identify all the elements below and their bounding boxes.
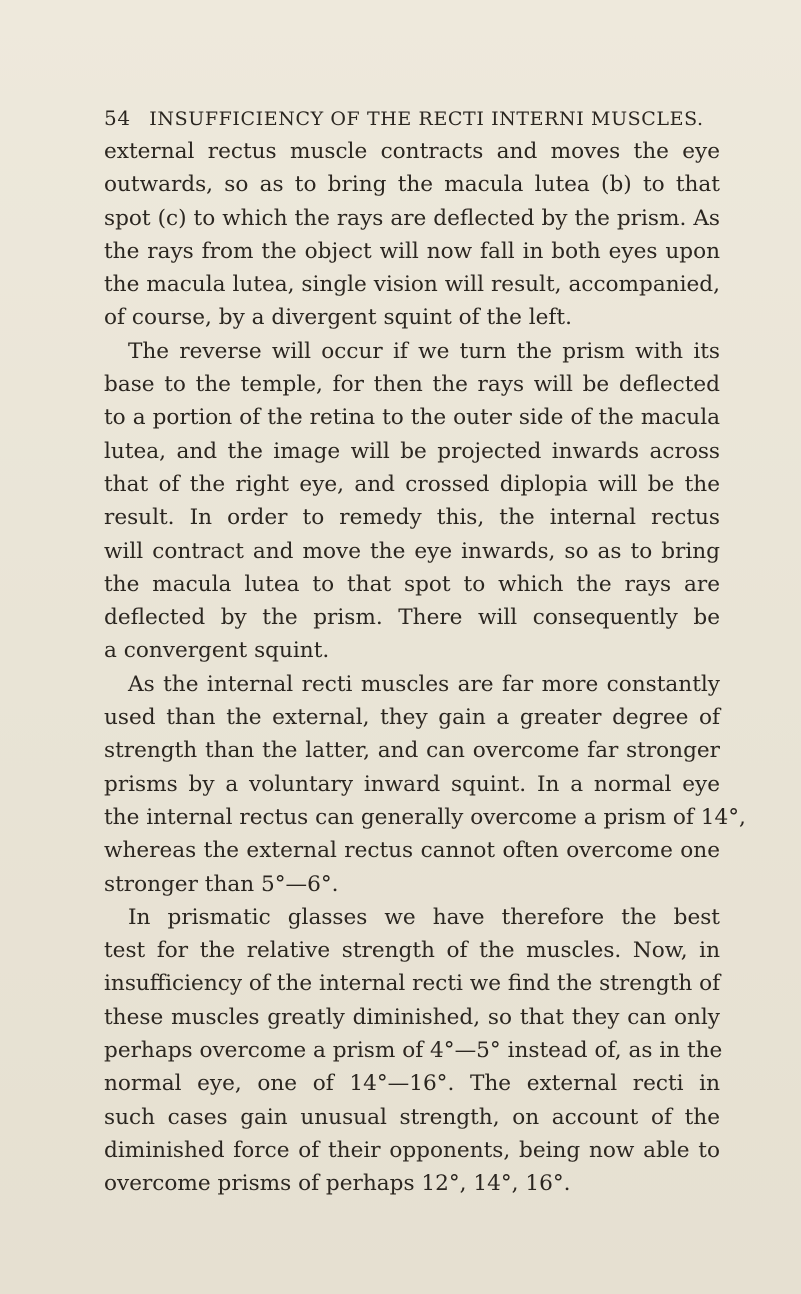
text-line: overcome prisms of perhaps 12°, 14°, 16°. <box>104 1171 571 1197</box>
text-line: base to the temple, for then the rays will be deflected <box>104 372 720 398</box>
text-line: diminished force of their opponents, being now able to <box>104 1137 720 1163</box>
text-line: external rectus muscle contracts and moves the eye <box>104 139 720 164</box>
text-line: the macula lutea to that spot to which the rays are <box>104 571 720 597</box>
running-header <box>104 101 724 135</box>
text-line: a convergent squint. <box>104 638 330 664</box>
text-line: The reverse will occur if we turn the prism with its <box>128 338 720 364</box>
text-line: deflected by the prism. There will consequently be <box>104 605 720 631</box>
text-line: outwards, so as to bring the macula lutea (b) to that <box>104 172 720 198</box>
body-text <box>104 135 746 1201</box>
text-line: As the internal recti muscles are far more constantly <box>128 671 720 697</box>
page-number: 54 <box>104 106 131 130</box>
text-line: In prismatic glasses we have therefore the best <box>128 904 720 930</box>
paragraph-3 <box>104 668 746 901</box>
text-line: strength than the latter, and can overcome far stronger <box>104 738 720 764</box>
text-line: perhaps overcome a prism of 4°—5° instead of, as in the <box>104 1038 723 1064</box>
text-line: of course, by a divergent squint of the left. <box>104 305 572 331</box>
text-line: the rays from the object will now fall in both eyes upon <box>104 238 720 264</box>
running-title: INSUFFICIENCY OF THE RECTI INTERNI MUSCLES. <box>149 108 704 130</box>
text-line: lutea, and the image will be projected inwards across <box>104 438 720 464</box>
text-line: to a portion of the retina to the outer side of the macula <box>104 405 720 431</box>
text-line: result. In order to remedy this, the internal rectus <box>104 505 720 531</box>
text-line: spot (c) to which the rays are deflected by the prism. As <box>104 205 720 231</box>
paragraph-1 <box>104 135 720 335</box>
text-line: these muscles greatly diminished, so that they can only <box>104 1004 720 1030</box>
text-line: normal eye, one of 14°—16°. The external recti in <box>104 1071 720 1097</box>
text-line: prisms by a voluntary inward squint. In a normal eye <box>104 771 720 797</box>
text-line: used than the external, they gain a greater degree of <box>104 705 720 731</box>
text-line: such cases gain unusual strength, on account of the <box>104 1104 720 1130</box>
text-line: insufficiency of the internal recti we find the strength of <box>104 971 721 997</box>
paragraph-2 <box>104 335 720 668</box>
text-line: whereas the external rectus cannot often overcome one <box>104 838 720 864</box>
text-line: the internal rectus can generally overcome a prism of 14°, <box>104 804 746 830</box>
text-line: test for the relative strength of the muscles. Now, in <box>104 938 720 964</box>
text-line: stronger than 5°—6°. <box>104 871 339 897</box>
text-line: the macula lutea, single vision will result, accompanied, <box>104 272 720 298</box>
paragraph-4 <box>104 901 723 1201</box>
text-line: will contract and move the eye inwards, so as to bring <box>104 538 720 564</box>
text-line: that of the right eye, and crossed diplopia will be the <box>104 471 720 497</box>
